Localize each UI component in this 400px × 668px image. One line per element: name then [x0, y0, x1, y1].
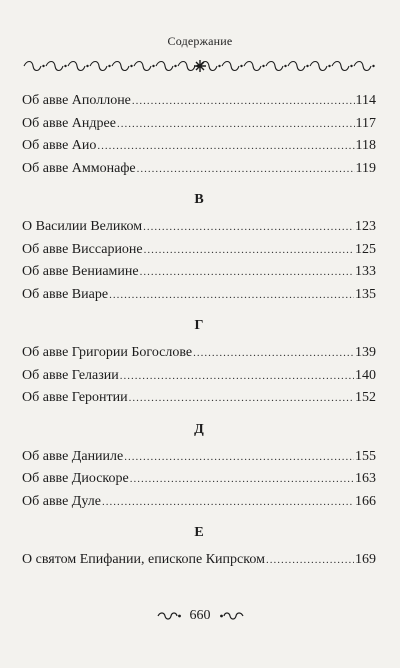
right-flourish-icon	[219, 611, 245, 621]
ornament-dot	[262, 65, 264, 67]
entry-page-number: 169	[355, 552, 376, 567]
ornament-scroll	[288, 62, 305, 71]
entry-page-number: 166	[355, 493, 376, 509]
dot-leader	[129, 387, 354, 410]
contents-entry	[22, 365, 376, 388]
dot-leader	[130, 468, 354, 491]
contents-entry	[22, 239, 376, 262]
entry-title: Об авве Аммонафе	[22, 160, 136, 176]
ornament-dot	[130, 65, 132, 67]
entry-title: Об авве Диоскоре	[22, 471, 129, 486]
entry-title: Об авве Вениамине	[22, 264, 139, 279]
contents-entry	[22, 90, 376, 113]
ornament-scroll	[24, 62, 41, 71]
ornament-dot	[86, 65, 88, 67]
dot-leader	[120, 365, 354, 388]
section-letter: Д	[194, 421, 204, 437]
entry-title: Об авве Андрее	[22, 115, 116, 131]
ornament-scroll	[310, 62, 327, 71]
ornament-dot	[240, 65, 242, 67]
ornament-dot	[284, 65, 286, 67]
ornament-dot	[42, 65, 44, 67]
entry-page-number: 135	[355, 286, 376, 302]
ornament-dot	[350, 65, 352, 67]
ornament-scroll	[68, 62, 85, 71]
ornament-scroll	[332, 62, 349, 71]
left-flourish-icon	[156, 611, 182, 621]
ornament-dot	[152, 65, 154, 67]
dot-leader	[193, 342, 354, 365]
ornament-dot	[218, 65, 220, 67]
contents-entry	[22, 135, 376, 158]
ornament-scroll	[112, 62, 129, 71]
contents-entry	[22, 446, 376, 469]
contents-entry	[22, 158, 376, 181]
entry-page-number: 125	[355, 241, 376, 257]
contents-entry	[22, 387, 376, 410]
ornament-scroll	[46, 62, 63, 71]
entry-page-number: 123	[355, 219, 376, 234]
entry-title: Об авве Данииле	[22, 448, 124, 464]
contents-entry	[22, 261, 376, 284]
dot-leader	[266, 549, 354, 572]
entry-page-number: 140	[355, 367, 376, 383]
entry-title: Об авве Виаре	[22, 286, 109, 302]
entry-title: О святом Епифании, епископе Кипрском	[22, 552, 265, 567]
ornament-dot	[174, 65, 176, 67]
entry-page-number: 163	[355, 471, 376, 486]
entry-page-number: 155	[355, 448, 376, 464]
entry-page-number: 118	[355, 138, 376, 153]
entry-page-number: 152	[355, 390, 376, 405]
dot-leader	[143, 216, 354, 239]
dot-leader	[140, 261, 354, 284]
ornament-dot	[372, 65, 374, 67]
ornament-dot	[108, 65, 110, 67]
ornament-scroll	[266, 62, 283, 71]
entry-title: Об авве Аполлоне	[22, 93, 131, 108]
section-letter: Е	[194, 525, 204, 540]
contents-entry	[22, 284, 376, 307]
contents-list	[22, 90, 376, 572]
ornament-scroll	[90, 62, 107, 71]
running-head: Содержание	[167, 34, 233, 48]
dot-leader	[102, 491, 354, 514]
entry-title: Об авве Виссарионе	[22, 241, 143, 257]
contents-entry	[22, 216, 376, 239]
entry-title: Об авве Гелазии	[22, 367, 119, 383]
dot-leader	[144, 239, 354, 262]
section-letter: Г	[194, 318, 204, 333]
section-letter: В	[194, 192, 204, 207]
ornament-scroll	[222, 62, 239, 71]
contents-entry	[22, 113, 376, 136]
page-number: 660	[189, 608, 211, 623]
ornament-dot	[306, 65, 308, 67]
entry-title: Об авве Григории Богослове	[22, 345, 193, 360]
ornament-scroll	[178, 62, 195, 71]
entry-title: Об авве Дуле	[22, 493, 101, 509]
entry-page-number: 139	[355, 345, 376, 360]
contents-entry	[22, 491, 376, 514]
entry-title: Об авве Аио	[22, 138, 97, 153]
dot-leader	[109, 284, 354, 307]
ornament-dot	[64, 65, 66, 67]
entry-page-number: 119	[355, 160, 376, 176]
entry-title: Об авве Геронтии	[22, 390, 128, 405]
dot-leader	[137, 158, 355, 181]
ornament-scroll	[354, 62, 371, 71]
dot-leader	[132, 90, 355, 113]
ornament-scroll	[244, 62, 261, 71]
ornamental-divider	[22, 58, 378, 74]
entry-title: О Василии Великом	[22, 219, 143, 234]
ornament-scroll	[134, 62, 151, 71]
ornament-dot	[328, 65, 330, 67]
contents-entry	[22, 468, 376, 491]
ornament-scroll	[156, 62, 173, 71]
entry-page-number: 133	[355, 264, 376, 279]
contents-entry	[22, 549, 376, 572]
dot-leader	[124, 446, 354, 469]
dot-leader	[97, 135, 354, 158]
dot-leader	[117, 113, 355, 136]
contents-entry	[22, 342, 376, 365]
page-footer	[0, 608, 400, 624]
entry-page-number: 117	[355, 115, 376, 131]
entry-page-number: 114	[355, 93, 376, 108]
